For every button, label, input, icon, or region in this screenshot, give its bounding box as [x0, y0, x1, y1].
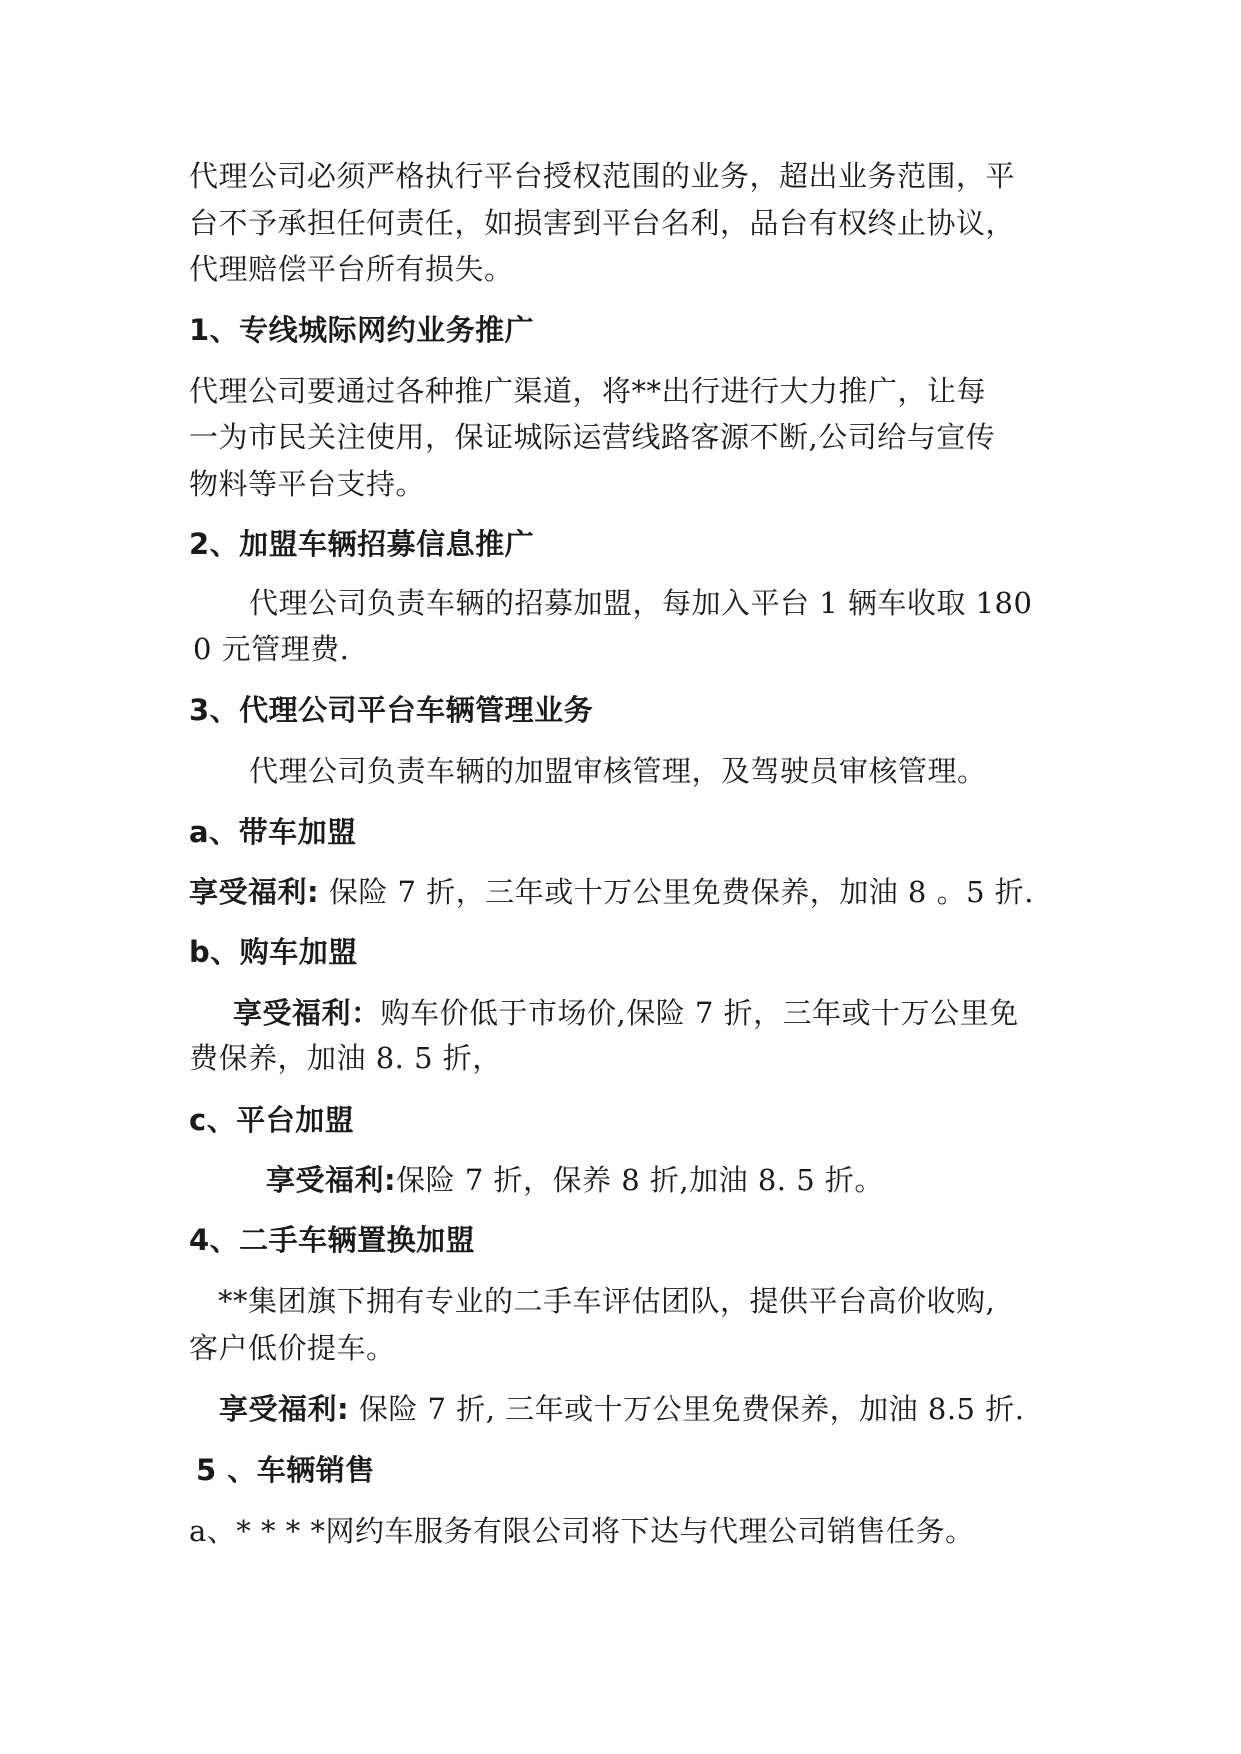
section-1-line-3: 物料等平台支持。 [189, 467, 426, 501]
section-2-heading: 2、加盟车辆招募信息推广 [189, 527, 535, 561]
section-2-line-1: 代理公司负责车辆的招募加盟，每加入平台 1 辆车收取 180 [249, 586, 1033, 620]
section-1-line-2: 一为市民关注使用，保证城际运营线路客源不断,公司给与宣传 [189, 420, 996, 454]
subsection-b-heading: b、购车加盟 [189, 935, 358, 969]
benefit-text: 保险 7 折, 三年或十万公里免费保养，加油 8.5 折. [349, 1392, 1025, 1426]
subsection-a-heading: a、带车加盟 [189, 815, 357, 849]
section-5-heading: 5 、车辆销售 [196, 1453, 375, 1487]
subsection-c-benefit [266, 1162, 884, 1198]
benefit-text: 保险 7 折，保养 8 折,加油 8. 5 折。 [396, 1163, 884, 1197]
benefit-text: 购车价低于市场价,保险 7 折，三年或十万公里免 [380, 996, 1019, 1030]
section-4-line-1: **集团旗下拥有专业的二手车评估团队，提供平台高价收购, [218, 1284, 996, 1318]
section-1-heading: 1、专线城际网约业务推广 [189, 313, 535, 347]
intro-line-1: 代理公司必须严格执行平台授权范围的业务，超出业务范围，平 [189, 159, 1016, 193]
section-3-heading: 3、代理公司平台车辆管理业务 [189, 693, 594, 727]
intro-line-3: 代理赔偿平台所有损失。 [189, 252, 514, 286]
section-4-line-2: 客户低价提车。 [189, 1331, 396, 1365]
benefit-label: 享受福利: [266, 1163, 397, 1197]
benefit-label: 享受福利: [219, 1392, 350, 1426]
section-2-line-2: 0 元管理费. [193, 632, 350, 666]
section-1-line-1: 代理公司要通过各种推广渠道，将**出行进行大力推广，让每 [189, 374, 987, 408]
benefit-label: 享受福利: [189, 875, 320, 909]
section-4-heading: 4、二手车辆置换加盟 [189, 1223, 476, 1257]
benefit-text: 保险 7 折，三年或十万公里免费保养，加油 8 。5 折. [319, 875, 1034, 909]
subsection-c-heading: c、平台加盟 [189, 1103, 355, 1137]
section-3-line-1: 代理公司负责车辆的加盟审核管理，及驾驶员审核管理。 [249, 754, 987, 788]
section-5-line-1: a、* * * *网约车服务有限公司将下达与代理公司销售任务。 [189, 1514, 975, 1548]
subsection-b-benefit-line-1 [233, 995, 1019, 1031]
benefit-label: 享受福利： [233, 996, 381, 1030]
subsection-b-benefit-line-2: 费保养，加油 8. 5 折， [189, 1041, 502, 1075]
subsection-a-benefit [189, 874, 1034, 910]
section-4-benefit [219, 1391, 1024, 1427]
intro-line-2: 台不予承担任何责任，如损害到平台名利，品台有权终止协议， [189, 206, 1016, 240]
